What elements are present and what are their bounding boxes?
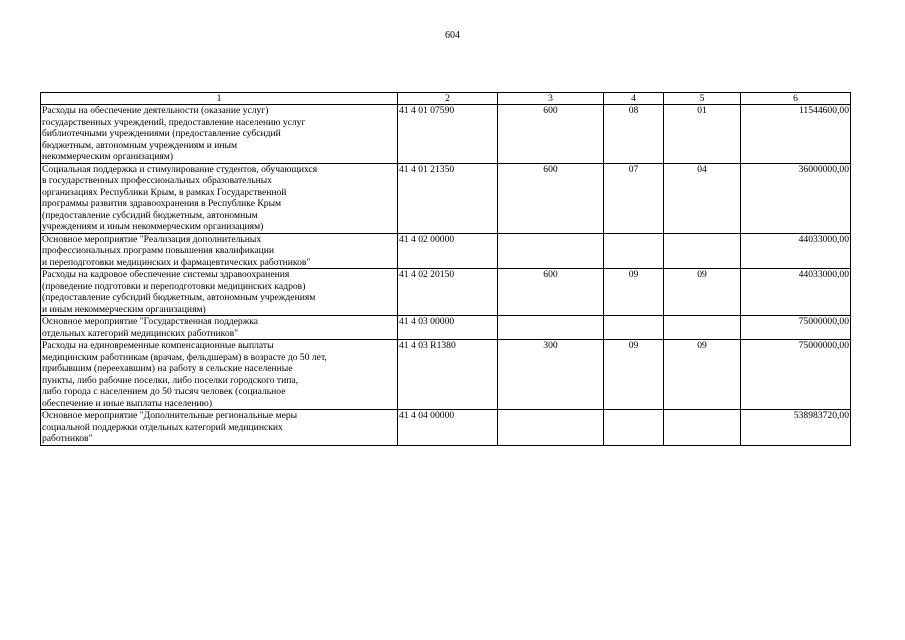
table-row: [41, 163, 851, 233]
row-code: 41 4 04 00000: [398, 410, 498, 446]
row-vr: 600: [498, 163, 604, 233]
header-row: [41, 93, 851, 105]
row-code: 41 4 03 00000: [398, 316, 498, 340]
table-row: [41, 233, 851, 269]
row-amount: 44033000,00: [741, 233, 851, 269]
row-pr: 09: [664, 269, 741, 316]
row-vr: 300: [498, 340, 604, 410]
row-code: 41 4 01 21350: [398, 163, 498, 233]
row-amount: 44033000,00: [741, 269, 851, 316]
table-row: [41, 340, 851, 410]
row-vr: [498, 410, 604, 446]
row-pr: [664, 410, 741, 446]
row-amount: 36000000,00: [741, 163, 851, 233]
row-name: Расходы на единовременные компенсационные выплаты медицинским работникам (врачам, фельдшерам) в возрасте до 50 лет, прибывшим (переехавшим) на работу в сельские населенные пункты, либо рабочие поселки, либо поселки городского типа, либо города с населением до 50 тысяч человек (социальное обеспечение и иные выплаты населению): [41, 340, 398, 410]
row-pr: 04: [664, 163, 741, 233]
row-pr: 01: [664, 105, 741, 164]
budget-table: [40, 92, 851, 446]
page-number: 604: [445, 30, 460, 41]
row-vr: [498, 233, 604, 269]
row-rz: 09: [604, 269, 664, 316]
header-col-5: 5: [664, 93, 741, 105]
row-rz: [604, 233, 664, 269]
row-amount: 75000000,00: [741, 340, 851, 410]
header-col-4: 4: [604, 93, 664, 105]
header-col-3: 3: [498, 93, 604, 105]
row-name: Основное мероприятие "Реализация дополнительных профессиональных программ повышения квалификации и переподготовки медицинских и фармацевтических работников": [41, 233, 398, 269]
row-name: Социальная поддержка и стимулирование студентов, обучающихся в государственных профессиональных образовательных организациях Республики Крым, в рамках Государственной программы развития здравоохранения в Республике Крым (предоставление субсидий бюджетным, автономным учреждениям и иным некоммерческим организациям): [41, 163, 398, 233]
row-rz: [604, 316, 664, 340]
row-amount: 75000000,00: [741, 316, 851, 340]
row-rz: 09: [604, 340, 664, 410]
row-vr: 600: [498, 105, 604, 164]
row-rz: 07: [604, 163, 664, 233]
row-name: Расходы на обеспечение деятельности (оказание услуг) государственных учреждений, предоставление населению услуг библиотечными учреждениями (предоставление субсидий бюджетным, автономным учреждениям и иным некоммерческим организациям): [41, 105, 398, 164]
row-pr: [664, 233, 741, 269]
row-pr: [664, 316, 741, 340]
row-code: 41 4 03 R1380: [398, 340, 498, 410]
row-code: 41 4 01 07590: [398, 105, 498, 164]
row-vr: [498, 316, 604, 340]
row-pr: 09: [664, 340, 741, 410]
row-name: Основное мероприятие "Дополнительные региональные меры социальной поддержки отдельных категорий медицинских работников": [41, 410, 398, 446]
header-col-1: 1: [41, 93, 398, 105]
row-name: Основное мероприятие "Государственная поддержка отдельных категорий медицинских работников": [41, 316, 398, 340]
row-code: 41 4 02 20150: [398, 269, 498, 316]
row-rz: [604, 410, 664, 446]
row-code: 41 4 02 00000: [398, 233, 498, 269]
header-col-6: 6: [741, 93, 851, 105]
row-amount: 11544600,00: [741, 105, 851, 164]
table-row: [41, 105, 851, 164]
header-col-2: 2: [398, 93, 498, 105]
row-name: Расходы на кадровое обеспечение системы здравоохранения (проведение подготовки и переподготовки медицинских кадров) (предоставление субсидий бюджетным, автономным учреждениям и иным некоммерческим организациям): [41, 269, 398, 316]
row-vr: 600: [498, 269, 604, 316]
row-rz: 08: [604, 105, 664, 164]
table-row: [41, 316, 851, 340]
table-row: [41, 269, 851, 316]
row-amount: 538983720,00: [741, 410, 851, 446]
table-row: [41, 410, 851, 446]
